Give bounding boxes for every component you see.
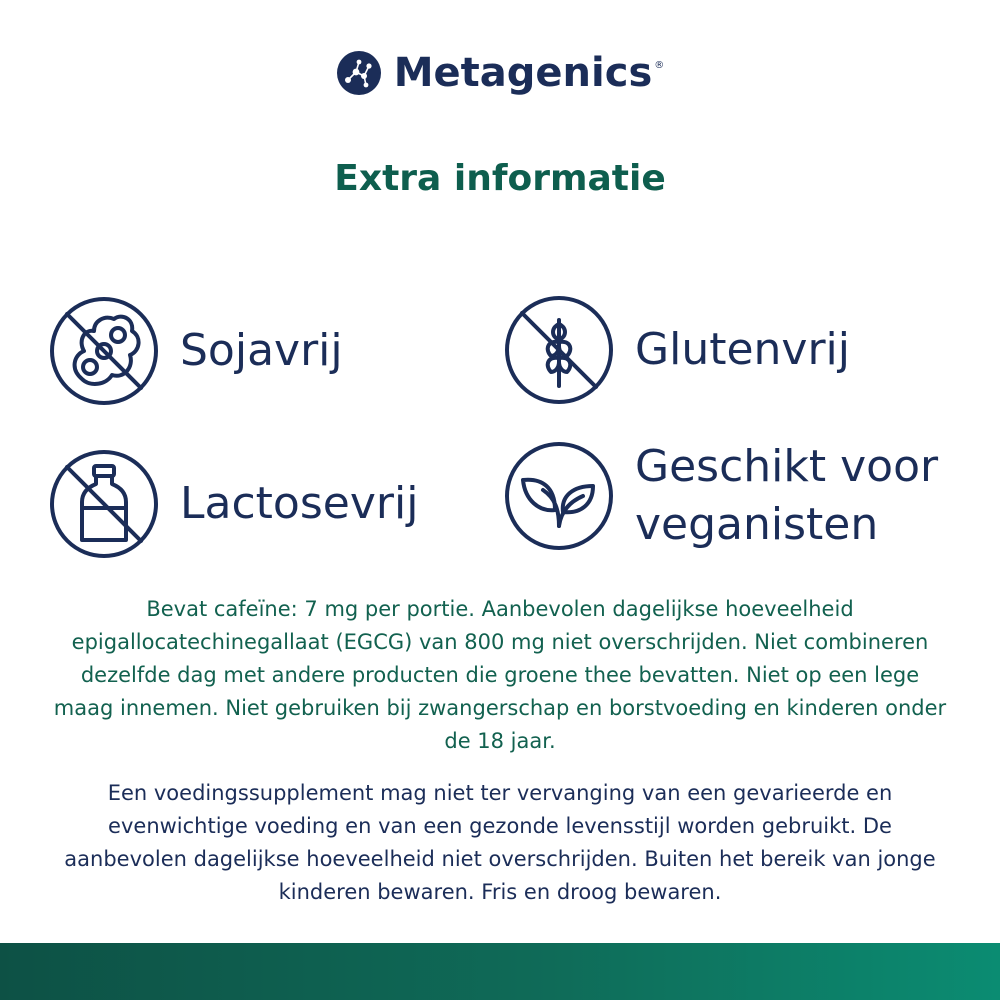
feature-soy-free <box>48 295 343 407</box>
no-gluten-icon <box>503 294 615 406</box>
brand-name: Metagenics <box>393 50 653 96</box>
disclaimer-paragraph: Een voedingssupplement mag niet ter vervanging van een gevarieerde en evenwichtige voeding en van een gezonde levensstijl worden gebruikt. De aanbevolen dagelijkse hoeveelheid niet overschrijden. Buiten het bereik van jonge kinderen bewaren. Fris en droog bewaren. <box>64 781 936 904</box>
warning-paragraph: Bevat cafeïne: 7 mg per portie. Aanbevolen dagelijkse hoeveelheid epigallocatechinegallaat (EGCG) van 800 mg niet overschrijden. Niet combineren dezelfde dag met andere producten die groene thee bevatten. Niet op een lege maag innemen. Niet gebruiken bij zwangerschap en borstvoeding en kinderen onder de 18 jaar. <box>53 597 947 753</box>
feature-label-line1: Geschikt voor <box>635 441 939 492</box>
footer-bar <box>0 943 1000 1000</box>
no-lactose-icon <box>48 448 160 560</box>
feature-label: Sojavrij <box>180 324 343 376</box>
feature-vegan-suitable <box>503 438 938 554</box>
feature-label: Lactosevrij <box>180 477 419 529</box>
brand-logo <box>0 50 1000 96</box>
no-soy-icon <box>48 295 160 407</box>
feature-label-line2: veganisten <box>635 499 879 551</box>
registered-mark: ® <box>654 59 665 71</box>
feature-gluten-free <box>503 294 850 406</box>
feature-lactose-free <box>48 448 418 560</box>
page-title: Extra informatie <box>334 158 666 199</box>
feature-label <box>635 438 938 554</box>
metagenics-logo-icon <box>336 50 382 96</box>
vegan-leaf-icon <box>503 440 615 552</box>
feature-label: Glutenvrij <box>635 323 850 375</box>
